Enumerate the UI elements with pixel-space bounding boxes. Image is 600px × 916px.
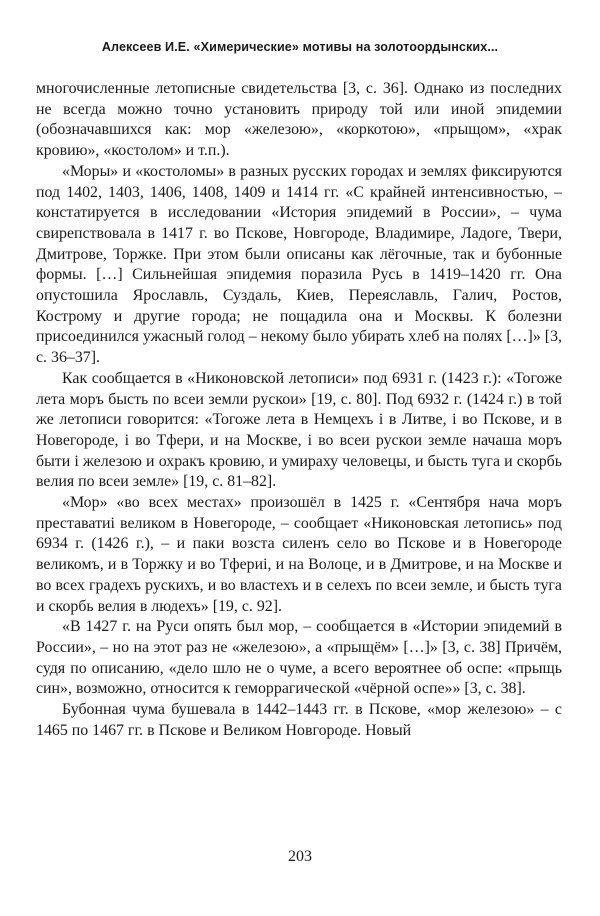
- page-number: 203: [288, 848, 312, 865]
- paragraph-continuation: многочисленные летописные свидетельства [3, с. 36]. Однако из последних не всегда можно точно установить природу той или иной эпидемии (обозначавшихся как: мор «железою», «коркотою», «прыщом», «храк кровию», «костолом» и т.п.).: [36, 80, 562, 160]
- body-text: [36, 79, 562, 742]
- paragraph-nikon-chronicle: Как сообщается в «Никоновской летописи» под 6931 г. (1423 г.): «Тогоже лета моръ бысть по всеи земли рускои» [19, с. 80]. Под 6932 г. (1424 г.) в той же летописи говорится: «Тогоже лета в Немцехъ і в Литве, і во Пскове, и в Новегороде, і во Тфери, и на Москве, і во всеи рускои земле начаша моръ быти і железою и охракъ кровию, и умираху человецы, и бысть туга и скорбь велия по всеи земле» [19, с. 81–82].: [36, 369, 562, 491]
- paragraph-mor-1427: «В 1427 г. на Руси опять был мор, – сообщается в «Истории эпидемий в России», – но на этот раз не «железою», а «прыщём» […]» [3, с. 38] Причём, судя по описанию, «дело шло не о чуме, а всего вероятнее об оспе: «прыщь син», возможно, относится к геморрагической «чёрной оспе»» [3, с. 38].: [36, 618, 562, 698]
- paragraph-mory-kostolomy: «Моры» и «костоломы» в разных русских городах и землях фиксируются под 1402, 1403, 1406, 1408, 1409 и 1414 гг. «С крайней интенсивностью, – констатируется в исследовании «История эпидемий в России», – чума свирепствовала в 1417 г. во Пскове, Новгороде, Владимире, Ладоге, Твери, Дмитрове, Торжке. При этом были описаны как лёгочные, так и бубонные формы. […] Сильнейшая эпидемия поразила Русь в 1419–1420 гг. Она опустошила Ярославль, Суздаль, Киев, Переяславль, Галич, Ростов, Кострому и другие города; не пощадила она и Москвы. К болезни присоединился ужасный голод – некому было убирать хлеб на полях […]» [3, с. 36–37].: [36, 162, 562, 367]
- paragraph-mor-1425: «Мор» «во всех местах» произошёл в 1425 г. «Сентября нача моръ преставатиі великом в Новегороде, – сообщает «Никоновская летопись» под 6934 г. (1426 г.), – и паки возста силенъ село во Пскове и в Новегороде великомъ, и в Торжку и во Тфериі, и на Волоце, и в Дмитрове, и на Москве и во всех градехъ рускихъ, и во властехъ и в селехъ по всеи земле, и бысть туга и скорбь велия в людехъ» [19, с. 92].: [36, 494, 562, 615]
- paragraph-bubonic-plague: Бубонная чума бушевала в 1442–1443 гг. в Пскове, «мор железою» – с 1465 по 1467 гг. в Пскове и Великом Новгороде. Новый: [36, 701, 562, 739]
- running-header: Алексеев И.Е. «Химерические» мотивы на золотоордынских...: [101, 40, 499, 54]
